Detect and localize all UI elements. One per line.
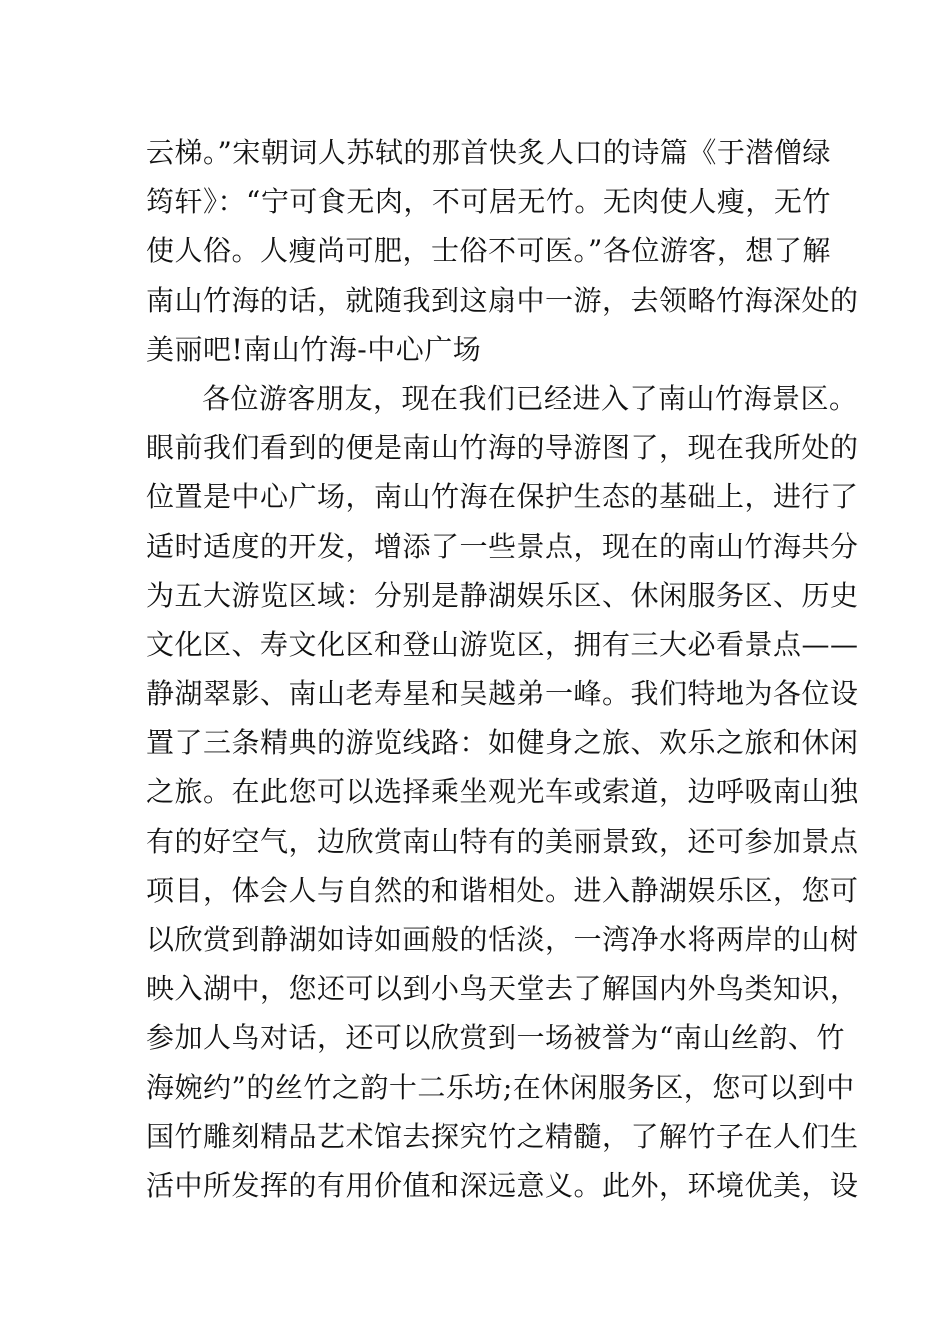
text-line: 映入湖中，您还可以到小鸟天堂去了解国内外鸟类知识， — [146, 972, 859, 1006]
text-line: 为五大游览区域：分别是静湖娱乐区、休闲服务区、历史 — [146, 578, 859, 612]
text-line: 项目，体会人与自然的和谐相处。进入静湖娱乐区，您可 — [146, 873, 859, 907]
text-line: 静湖翠影、南山老寿星和吴越弟一峰。我们特地为各位设 — [146, 677, 859, 711]
text-line: 以欣赏到静湖如诗如画般的恬淡，一湾净水将两岸的山树 — [146, 923, 859, 956]
text-line: 南山竹海的话，就随我到这扇中一游，去领略竹海深处的 — [146, 283, 859, 317]
text-line: 文化区、寿文化区和登山游览区，拥有三大必看景点—— — [146, 627, 859, 661]
text-line: 筠轩》：“宁可食无肉，不可居无竹。无肉使人瘦，无竹 — [146, 185, 831, 219]
text-line: 之旅。在此您可以选择乘坐观光车或索道，边呼吸南山独 — [146, 775, 859, 809]
text-line: 美丽吧!南山竹海-中心广场 — [146, 332, 482, 366]
paragraph-start-line: 各位游客朋友，现在我们已经进入了南山竹海景区。 — [202, 381, 858, 415]
text-line: 适时适度的开发，增添了一些景点，现在的南山竹海共分 — [146, 529, 859, 563]
text-line: 参加人鸟对话，还可以欣赏到一场被誉为“南山丝韵、竹 — [146, 1021, 845, 1055]
body-text — [146, 128, 859, 1210]
text-line: 国竹雕刻精品艺术馆去探究竹之精髓，了解竹子在人们生 — [146, 1119, 859, 1153]
text-line: 活中所发挥的有用价值和深远意义。此外，环境优美，设 — [146, 1168, 859, 1202]
text-line: 有的好空气，边欣赏南山特有的美丽景致，还可参加景点 — [146, 824, 859, 858]
text-line: 眼前我们看到的便是南山竹海的导游图了，现在我所处的 — [146, 431, 859, 465]
text-line: 位置是中心广场，南山竹海在保护生态的基础上，进行了 — [146, 480, 859, 514]
text-line: 云梯。”宋朝词人苏轼的那首快炙人口的诗篇《于潜僧绿 — [146, 136, 831, 169]
text-line: 海婉约”的丝竹之韵十二乐坊;在休闲服务区，您可以到中 — [146, 1070, 855, 1104]
text-line: 置了三条精典的游览线路：如健身之旅、欢乐之旅和休闲 — [146, 726, 859, 760]
text-line: 使人俗。人瘦尚可肥，士俗不可医。”各位游客，想了解 — [146, 234, 831, 268]
